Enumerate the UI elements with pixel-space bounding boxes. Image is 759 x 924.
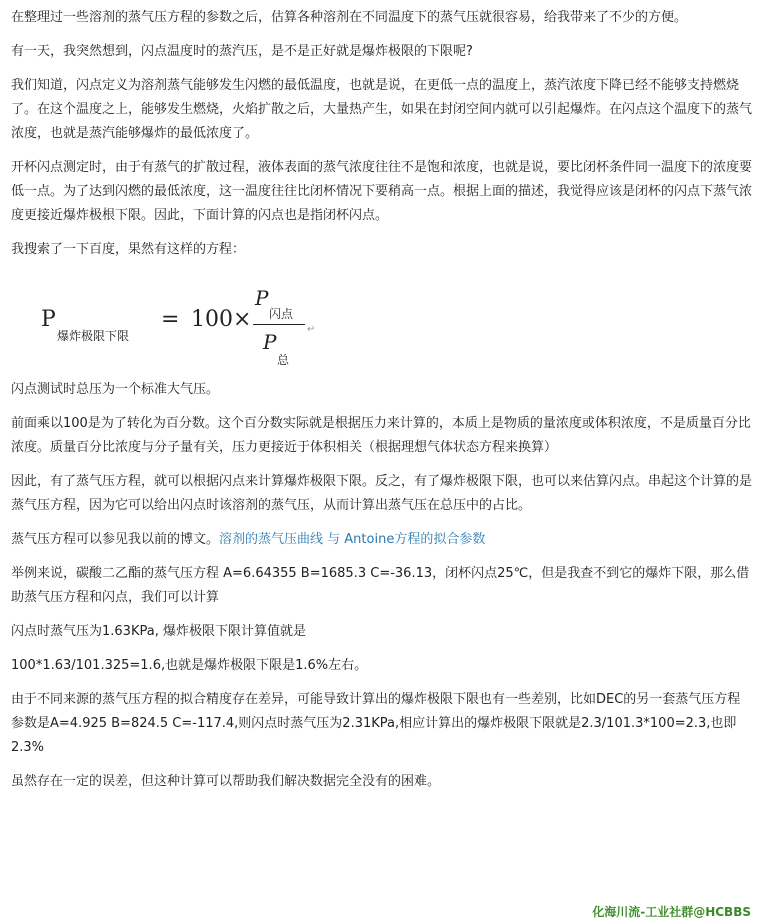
reference-prefix: 蒸气压方程可以参见我以前的博文。 (11, 532, 220, 547)
paragraph-12: 由于不同来源的蒸气压方程的拟合精度存在差异，可能导致计算出的爆炸极限下限也有一些差别，比如DEC的另一套蒸气压方程参数是A=4.925 B=824.5 C=-117.4,则闪点时蒸气压为2.31KPa,相应计算出的爆炸极限下限就是2.3/101.3*100=2.3,也即2.3% (11, 692, 741, 755)
formula-lhs-symbol: P (41, 307, 56, 332)
paragraph-reference (11, 528, 753, 552)
formula-numerator-subscript: 闪点 (269, 307, 294, 321)
formula-numerator-symbol: P (255, 286, 269, 310)
paragraph-7: 前面乘以100是为了转化为百分数。这个百分数实际就是根据压力来计算的，本质上是物质的量浓度或体积浓度，不是质量百分比浓度。质量百分比浓度与分子量有关，压力更接近于体积相关（根据理想气体状态方程来换算） (11, 416, 751, 455)
paragraph-8: 因此，有了蒸气压方程，就可以根据闪点来计算爆炸极限下限。反之，有了爆炸极限下限，也可以来估算闪点。串起这个计算的是蒸气压方程，因为它可以给出闪点时该溶剂的蒸气压，从而计算出蒸气压在总压中的占比。 (11, 474, 753, 513)
return-mark-icon: ↵ (307, 324, 316, 335)
formula-times: × (233, 307, 252, 332)
antoine-blog-link[interactable]: 溶剂的蒸气压曲线 与 Antoine方程的拟合参数 (219, 532, 486, 547)
paragraph-11: 100*1.63/101.325=1.6,也就是爆炸极限下限是1.6%左右。 (11, 658, 368, 673)
watermark: 化海川流-工业社群@HCBBS (592, 905, 751, 919)
formula-denominator-subscript: 总 (277, 353, 290, 367)
formula-denominator-symbol: P (263, 330, 277, 354)
formula-lhs-subscript: 爆炸极限下限 (57, 329, 130, 343)
formula-fraction-bar (253, 324, 305, 325)
formula-equals: = (161, 307, 180, 332)
paragraph-1: 在整理过一些溶剂的蒸气压方程的参数之后，估算各种溶剂在不同温度下的蒸气压就很容易，给我带来了不少的方便。 (11, 10, 688, 25)
paragraph-2: 有一天，我突然想到，闪点温度时的蒸汽压，是不是正好就是爆炸极限的下限呢? (11, 44, 473, 59)
paragraph-3: 我们知道，闪点定义为溶剂蒸气能够发生闪燃的最低温度，也就是说，在更低一点的温度上，蒸汽浓度下降已经不能够支持燃烧了。在这个温度之上，能够发生燃烧，火焰扩散之后，大量热产生，如果在封闭空间内就可以引起爆炸。在闪点这个温度下的蒸气浓度，也就是蒸汽能够爆炸的最低浓度了。 (11, 78, 753, 141)
paragraph-13: 虽然存在一定的误差，但这种计算可以帮助我们解决数据完全没有的困难。 (11, 774, 441, 789)
paragraph-4: 开杯闪点测定时，由于有蒸气的扩散过程，液体表面的蒸气浓度往往不是饱和浓度，也就是说，要比闭杯条件同一温度下的浓度要低一点。为了达到闪燃的最低浓度，这一温度往往比闭杯情况下要稍高一点。根据上面的描述，我觉得应该是闭杯的闪点下蒸气浓度更接近爆炸极根下限。因此，下面计算的闪点也是指闭杯闪点。 (11, 160, 753, 223)
paragraph-6: 闪点测试时总压为一个标准大气压。 (11, 382, 220, 397)
paragraph-5: 我搜索了一下百度，果然有这样的方程： (11, 242, 246, 257)
article-body (11, 6, 753, 804)
lel-formula (11, 280, 753, 372)
paragraph-9: 举例来说，碳酸二乙酯的蒸气压方程 A=6.64355 B=1685.3 C=-36.13，闭杯闪点25℃，但是我查不到它的爆炸下限，那么借助蒸气压方程和闪点，我们可以计算 (11, 566, 750, 605)
paragraph-10: 闪点时蒸气压为1.63KPa, 爆炸极限下限计算值就是 (11, 624, 306, 639)
formula-factor: 100 (191, 307, 233, 332)
